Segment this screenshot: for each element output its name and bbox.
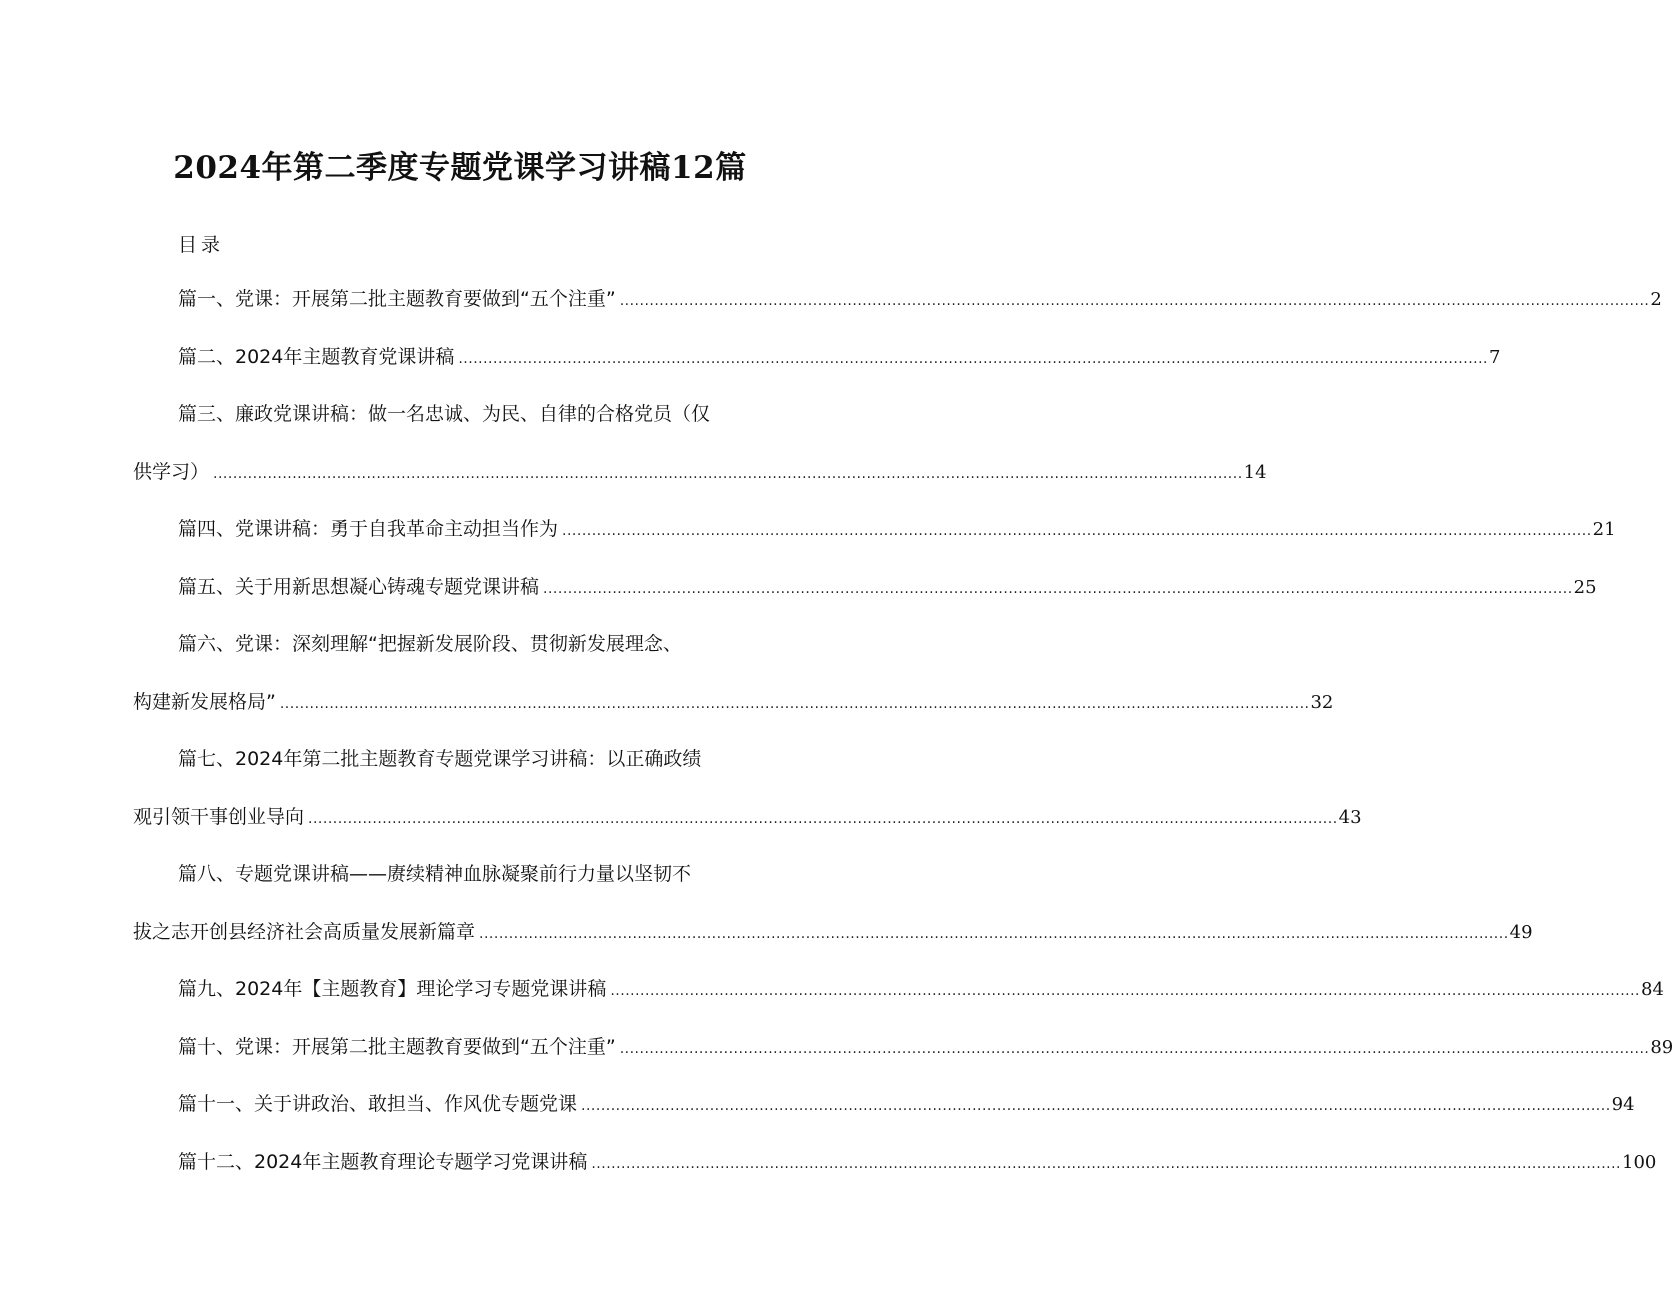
toc-entry[interactable] xyxy=(133,455,1267,489)
toc-entry-title: 观引领干事创业导向 xyxy=(133,805,305,828)
toc-entry[interactable] xyxy=(133,800,1362,834)
toc-entry-title: 篇八、专题党课讲稿——赓续精神血脉凝聚前行力量以坚韧不 xyxy=(178,863,692,885)
toc-entry[interactable] xyxy=(178,340,1501,374)
toc-entry[interactable] xyxy=(133,685,1334,719)
toc-entry[interactable] xyxy=(178,1030,1673,1064)
toc-dot-leader: ................................................................................................................................................................................................................ xyxy=(591,1155,1621,1172)
toc-dot-leader: ................................................................................................................................................................................................................ xyxy=(581,1098,1611,1114)
toc-entry-title: 篇三、廉政党课讲稿：做一名忠诚、为民、自律的合格党员（仅 xyxy=(178,403,711,425)
toc-page-number: 2 xyxy=(1650,289,1662,310)
toc-entry-line[interactable] xyxy=(178,627,682,661)
toc-dot-leader: ................................................................................................................................................................................................................ xyxy=(479,925,1509,942)
toc-entry-title: 篇十、党课：开展第二批主题教育要做到“五个注重” xyxy=(178,1035,616,1058)
toc-entry-line[interactable] xyxy=(178,857,691,891)
toc-entry-title: 供学习） xyxy=(133,460,210,483)
toc-entry-title: 篇六、党课：深刻理解“把握新发展阶段、贯彻新发展理念、 xyxy=(178,633,682,655)
toc-page-number: 100 xyxy=(1622,1151,1657,1173)
toc-entry-title: 篇十二、2024年主题教育理论专题学习党课讲稿 xyxy=(178,1150,588,1173)
toc-dot-leader: ................................................................................................................................................................................................................ xyxy=(458,350,1488,367)
toc-entry[interactable] xyxy=(178,570,1597,604)
toc-page-number: 94 xyxy=(1611,1094,1635,1115)
toc-entry-title: 篇十一、关于讲政治、敢担当、作风优专题党课 xyxy=(178,1093,578,1115)
toc-dot-leader: ................................................................................................................................................................................................................ xyxy=(619,293,1650,309)
toc-dot-leader: ................................................................................................................................................................................................................ xyxy=(562,523,1592,539)
toc-dot-leader: ................................................................................................................................................................................................................ xyxy=(308,810,1338,827)
toc-entry-title: 篇一、党课：开展第二批主题教育要做到“五个注重” xyxy=(178,288,616,310)
toc-page-number: 32 xyxy=(1310,691,1334,713)
toc-page-number: 49 xyxy=(1509,921,1533,943)
toc-entry-line[interactable] xyxy=(178,742,701,776)
toc-entry[interactable] xyxy=(178,1087,1635,1121)
toc-dot-leader: ................................................................................................................................................................................................................ xyxy=(213,465,1243,482)
toc-entry[interactable] xyxy=(178,282,1662,316)
toc-page-number: 43 xyxy=(1338,806,1362,828)
toc-page-number: 89 xyxy=(1650,1036,1673,1058)
toc-entry-title: 拔之志开创县经济社会高质量发展新篇章 xyxy=(133,920,476,943)
toc-entry[interactable] xyxy=(178,512,1616,546)
toc-entry-title: 篇九、2024年【主题教育】理论学习专题党课讲稿 xyxy=(178,978,607,1000)
toc-entry-title: 篇五、关于用新思想凝心铸魂专题党课讲稿 xyxy=(178,575,540,598)
toc-dot-leader: ................................................................................................................................................................................................................ xyxy=(610,983,1640,999)
toc-dot-leader: ................................................................................................................................................................................................................ xyxy=(619,1040,1650,1057)
toc-dot-leader: ................................................................................................................................................................................................................ xyxy=(543,580,1573,597)
toc-dot-leader: ................................................................................................................................................................................................................ xyxy=(279,695,1310,712)
toc-page-number: 25 xyxy=(1573,576,1597,598)
toc-entry-title: 构建新发展格局” xyxy=(133,690,276,713)
toc-entry-title: 篇二、2024年主题教育党课讲稿 xyxy=(178,345,455,368)
toc-entry[interactable] xyxy=(178,1145,1657,1179)
toc-entry[interactable] xyxy=(133,915,1533,949)
toc-page-number: 84 xyxy=(1641,979,1664,1000)
toc-entry-title: 篇四、党课讲稿：勇于自我革命主动担当作为 xyxy=(178,518,559,540)
toc-page-number: 21 xyxy=(1592,519,1616,540)
toc-entry-line[interactable] xyxy=(178,397,710,431)
document-title: 2024年第二季度专题党课学习讲稿12篇 xyxy=(173,150,747,186)
toc-page-number: 14 xyxy=(1243,461,1267,483)
toc-page-number: 7 xyxy=(1489,346,1501,368)
toc-heading: 目录 xyxy=(178,234,225,256)
toc-entry-title: 篇七、2024年第二批主题教育专题党课学习讲稿：以正确政绩 xyxy=(178,748,702,770)
toc-entry[interactable] xyxy=(178,972,1664,1006)
